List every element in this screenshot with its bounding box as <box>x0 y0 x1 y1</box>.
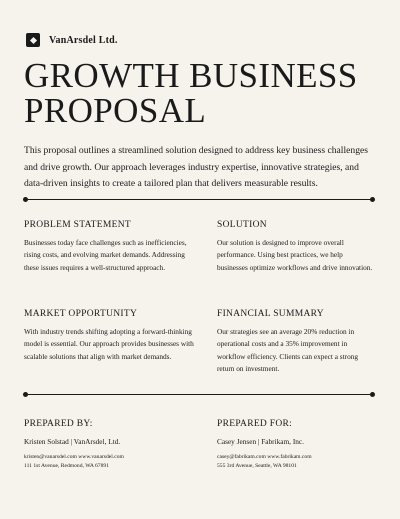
solution-body: Our solution is designed to improve overall performance. Using best practices, we help businesses optimize workflows and drive innovation. <box>217 238 373 272</box>
prepared-for-heading: PREPARED FOR: <box>217 419 293 429</box>
diamond-square-logo-icon <box>26 33 40 47</box>
solution-section <box>217 220 375 274</box>
prepared-by-heading: PREPARED BY: <box>24 419 93 429</box>
top-divider <box>24 199 374 200</box>
divider-dot-right <box>370 392 375 397</box>
market-opportunity-section <box>24 309 194 363</box>
title-line-1: GROWTH BUSINESS <box>24 56 358 95</box>
brand <box>26 33 118 47</box>
divider-dot-left <box>23 197 28 202</box>
brand-name: VanArsdel Ltd. <box>49 34 118 46</box>
financial-summary-heading: FINANCIAL SUMMARY <box>217 309 324 319</box>
prepared-for-block <box>217 419 387 472</box>
prepared-by-block <box>24 419 204 472</box>
prepared-by-contact-line-1: kristen@vanarsdel.com www.vanarsdel.com <box>24 454 124 460</box>
page-title <box>24 58 384 128</box>
bottom-divider <box>24 394 374 395</box>
intro-paragraph: This proposal outlines a streamlined solution designed to address key business challenges and drive growth. Our approach leverages industry expertise, innovative strategies, and data-driven insights to create a tailored plan that delivers measurable results. <box>24 145 368 189</box>
solution-heading: SOLUTION <box>217 220 267 230</box>
title-line-2: PROPOSAL <box>24 91 207 130</box>
divider-dot-right <box>370 197 375 202</box>
financial-summary-body: Our strategies see an average 20% reduction in operational costs and a 35% improvement in workflow efficiency. Clients can expect a strong return on investment. <box>217 327 359 373</box>
divider-dot-left <box>23 392 28 397</box>
prepared-for-person: Casey Jensen | Fabrikam, Inc. <box>217 437 304 446</box>
market-opportunity-heading: MARKET OPPORTUNITY <box>24 309 138 319</box>
problem-statement-section <box>24 220 194 274</box>
financial-summary-section <box>217 309 377 375</box>
problem-statement-heading: PROBLEM STATEMENT <box>24 220 131 230</box>
prepared-for-address: 555 3rd Avenue, Seattle, WA 98101 <box>217 463 297 470</box>
prepared-for-contact-line-1: casey@fabrikam.com www.fabrikam.com <box>217 454 312 460</box>
problem-statement-body: Businesses today face challenges such as inefficiencies, rising costs, and evolving market demands. Addressing these issues requires a well-structured approach. <box>24 238 187 272</box>
prepared-by-person: Kristen Solstad | VanArsdel, Ltd. <box>24 437 121 446</box>
market-opportunity-body: With industry trends shifting adopting a forward-thinking model is essential. Our approach provides businesses with scalable solutions that align with market demands. <box>24 327 194 361</box>
prepared-by-address: 111 1st Avenue, Redmond, WA 67891 <box>24 463 109 470</box>
